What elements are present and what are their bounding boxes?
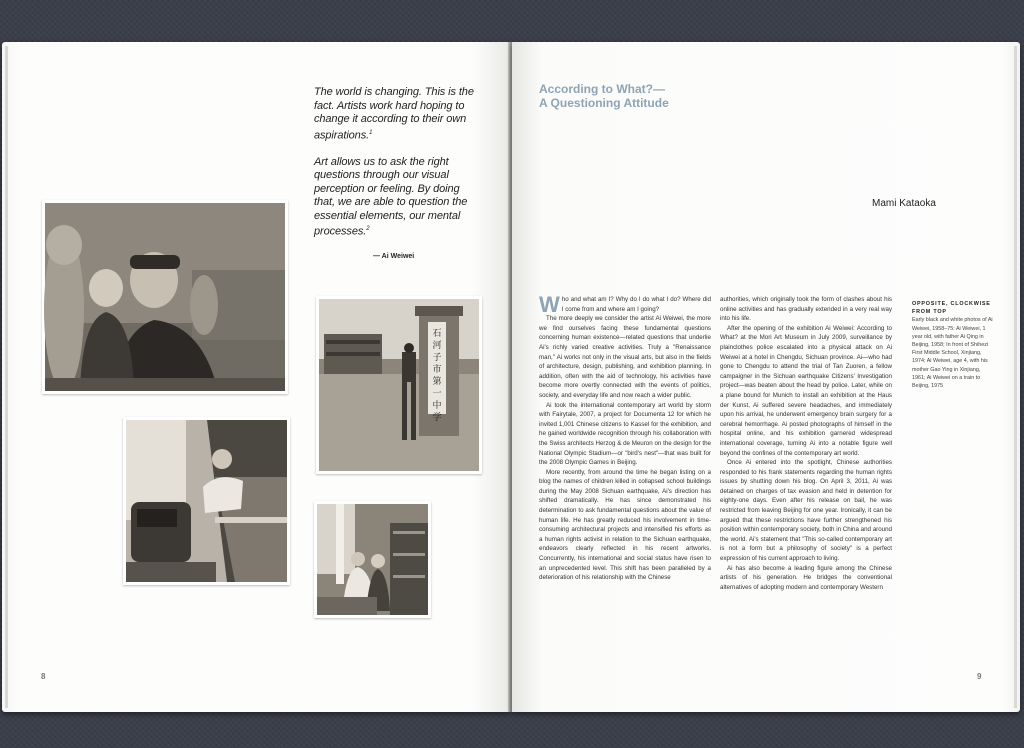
epigraph-quote: [314, 86, 479, 252]
photo-father-and-son[interactable]: [42, 200, 288, 394]
body-paragraph: Ai took the international contemporary art world by storm with Fairytale, 2007, a project for Documenta 12 for which he invited 1,001 Chinese citizens to Kassel for the exhibition, and he gained worldwide recognition through his collaboration with the Swiss architects Herzog & de Meuron on the design for the National Olympic Stadium—or "bird's nest"—that was built for the 2008 Olympic Games in Beijing.: [539, 401, 711, 467]
body-paragraph: authorities, which originally took the form of clashes about his online activities and has gradually extended in a very real way into his life.: [720, 296, 892, 323]
photo-mother-and-son-image: [314, 501, 431, 618]
article-author: Mami Kataoka: [872, 198, 936, 209]
photo-caption: [912, 300, 994, 390]
photo-school-gate[interactable]: [316, 296, 482, 474]
photo-train-image: [123, 417, 290, 585]
right-page[interactable]: [512, 42, 1020, 712]
drop-cap: W: [539, 295, 560, 317]
book-spread: [0, 42, 1024, 714]
page-number-right: 9: [977, 672, 982, 681]
caption-heading: OPPOSITE, CLOCKWISE FROM TOP: [912, 301, 991, 316]
left-page[interactable]: [2, 42, 510, 712]
photo-mother-and-son[interactable]: [314, 501, 431, 618]
page-number-left: 8: [41, 672, 46, 681]
body-paragraph: More recently, from around the time he began listing on a blog the names of children killed in collapsed school buildings during the May 2008 Sichuan earthquake, Ai's direction has shifted dramatically. He has since demonstrated his determination to ask fundamental questions about the value of human life. He has greatly reduced his involvement in time-consuming architectural projects and intensified his efforts as a human rights activist in relation to the Sichuan earthquake, endeavors clearly reflected in his recent artworks. Concurrently, his international and social status have risen to an unprecedented level. This shift has been paralleled by a deterioration of his relationship with the Chinese: [539, 468, 711, 582]
sign-character: 学: [432, 413, 442, 423]
page-stack-edge: [1014, 46, 1017, 708]
sign-character: 石: [432, 329, 442, 339]
quote-paragraph: The world is changing. This is the fact. Artists work hard hoping to change it according to their own aspirations.$^1$: [314, 86, 474, 142]
body-column-1: [539, 295, 711, 637]
photo-father-and-son-image: [42, 200, 288, 394]
photo-train[interactable]: [123, 417, 290, 585]
quote-attribution: — Ai Weiwei: [373, 253, 415, 260]
sign-character: 一: [432, 389, 442, 399]
caption-body: Early black and white photos of Ai Weiwei, 1958–75: Ai Weiwei, 1 year old, with father Ai Qing in Beijing, 1958; In front of Shihezi First Middle School, Xinjiang, 1974; Ai Weiwei, age 4, with his mother Gao Ying in Xinjiang, 1961; Ai Weiwei on a train to Beijing, 1975: [912, 317, 993, 390]
sign-character: 市: [432, 365, 442, 375]
sign-character: 中: [432, 401, 442, 411]
article-title: [539, 82, 669, 110]
body-column-2: [720, 295, 892, 637]
article-title-line: A Questioning Attitude: [539, 96, 669, 110]
body-paragraph: Once Ai entered into the spotlight, Chinese authorities responded to his frank statements regarding the human rights issues by shutting down his blog. On April 3, 2011, Ai was detained on charges of tax evasion and held in detention for eighty-one days. Even after his release on bail, he was restricted from leaving Beijing for one year. Ironically, it can be argued that these restrictions have further strengthened his position within contemporary society, both in China and around the world. Ai's statement that "This so-called contemporary art is not a form but a philosophy of society" is a perfect expression of his current approach to living.: [720, 459, 892, 563]
body-paragraph: Ai has also become a leading figure among the Chinese artists of his generation. He bridges the conventional alternatives of adopting modern and contemporary Western: [720, 564, 892, 591]
page-stack-edge: [5, 46, 8, 708]
sign-character: 河: [432, 341, 442, 351]
sign-character: 子: [432, 353, 442, 363]
quote-paragraph: Art allows us to ask the right questions through our visual perception or feeling. By doing that, we are able to question the essential elements, our mental processes.$^2$: [314, 155, 468, 238]
sign-character: 第: [432, 377, 442, 387]
article-title-line: According to What?—: [539, 82, 665, 96]
body-paragraph: Who and what am I? Why do I do what I do? Where did I come from and where am I going?: [539, 295, 711, 317]
body-paragraph: The more deeply we consider the artist Ai Weiwei, the more we find ourselves facing these fundamental questions concerning human existence—related questions that underlie Ai's richly varied creative activities. Truly a "Renaissance man," Ai works not only in the visual arts, but also in the fields of architecture, design, publishing, and exhibition planning. In addition, often with the aid of technology, his activities have become more overtly connected with the events of politics, society, and everyday life and now reach a wider public.: [539, 315, 711, 399]
photo-school-gate-image: [316, 296, 482, 474]
body-paragraph: After the opening of the exhibition Ai Weiwei: According to What? at the Mori Art Museum in July 2009, surveillance by plainclothes police escalated into a physical attack on Ai Weiwei at a hotel in Chengdu, Sichuan province. Ai—who had gone to Chengdu to attend the trial of Tan Zuoren, a fellow campaigner in the Sichuan earthquake Citizens' Investigation project—was beaten about the head by police. Later, while on a plane bound for Munich to install an exhibition at the Haus der Kunst, Ai suffered severe headaches, and immediately upon his arrival, he underwent emergency brain surgery for a cerebral hemorrhage. Ai posted photographs of himself in the hospital online, and his exhibition garnered widespread international coverage, turning Ai into a notable figure well beyond the confines of the contemporary art world.: [720, 324, 892, 457]
